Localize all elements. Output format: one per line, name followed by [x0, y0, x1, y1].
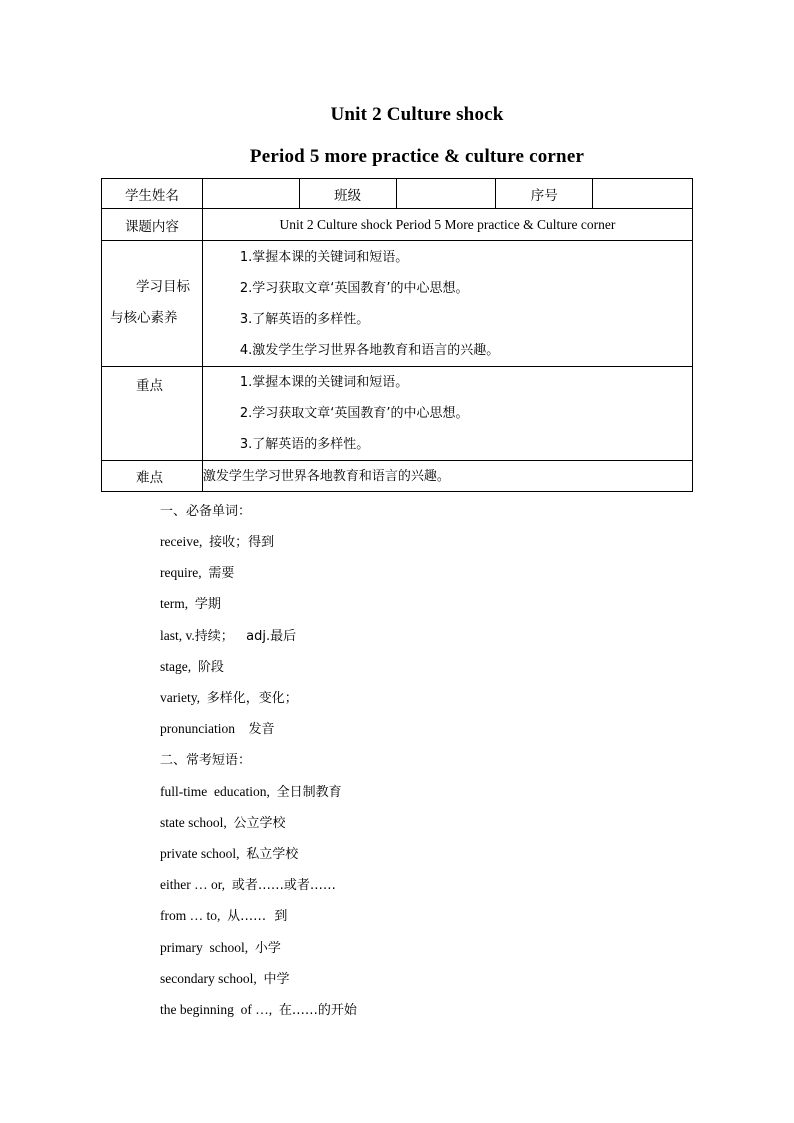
phrase-cn: 全日制教育: [276, 785, 342, 800]
phrase-en: full-time education,: [160, 784, 277, 799]
phrase-item: [160, 843, 298, 862]
key-points-label: 重点: [102, 367, 203, 461]
goals-row: [102, 241, 693, 367]
phrase-item: [160, 905, 287, 924]
goals-label-line1: 学习目标: [136, 279, 190, 295]
word-item: [160, 687, 298, 706]
phrase-item: [160, 874, 336, 893]
phrase-cn: 私立学校: [246, 847, 299, 862]
goal-item: 1.掌握本课的关键词和短语。: [239, 249, 409, 265]
word-en: variety,: [160, 690, 207, 705]
class-label: 班级: [299, 179, 396, 209]
header-row: [102, 179, 693, 209]
word-cn: 接收；得到: [209, 535, 275, 550]
phrase-item: [160, 937, 281, 956]
key-point-item: 1.掌握本课的关键词和短语。: [239, 375, 409, 390]
key-points-content: [202, 367, 692, 461]
phrase-cn: 或者……或者……: [231, 878, 336, 893]
phrase-item: [160, 968, 290, 987]
student-name-field[interactable]: [202, 179, 299, 209]
unit-title: Unit 2 Culture shock: [330, 104, 504, 125]
word-en: require,: [160, 565, 209, 580]
phrase-en: private school,: [160, 846, 247, 861]
word-en: pronunciation: [160, 721, 249, 736]
phrase-en: the beginning of …,: [160, 1002, 279, 1017]
word-item: [160, 531, 274, 550]
phrase-cn: 从…… 到: [227, 909, 288, 924]
phrase-en: state school,: [160, 815, 234, 830]
word-en: stage,: [160, 659, 198, 674]
section2-heading: 二、常考短语：: [160, 753, 252, 768]
phrase-cn: 在……的开始: [278, 1003, 357, 1018]
word-cn: 多样化，变化；: [206, 691, 298, 706]
word-cn: 发音: [248, 722, 275, 737]
word-en: term,: [160, 596, 195, 611]
word-cn: 阶段: [197, 660, 224, 675]
student-name-label: 学生姓名: [102, 179, 203, 209]
word-en: last, v.: [160, 628, 195, 643]
phrase-item: [160, 781, 342, 800]
word-item: [160, 625, 296, 644]
period-title: Period 5 more practice & culture corner: [249, 146, 585, 167]
lesson-info-table: [101, 178, 693, 492]
goal-item: 2.学习获取文章‘英国教育’的中心思想。: [239, 280, 469, 296]
class-field[interactable]: [396, 179, 496, 209]
difficult-label: 难点: [102, 461, 203, 492]
phrase-item: [160, 999, 357, 1018]
goal-item: 3.了解英语的多样性。: [239, 311, 370, 327]
difficult-value: 激发学生学习世界各地教育和语言的兴趣。: [202, 461, 692, 492]
phrase-en: either … or,: [160, 877, 232, 892]
phrase-item: [160, 812, 286, 831]
phrase-cn: 公立学校: [233, 816, 286, 831]
topic-value: Unit 2 Culture shock Period 5 More practice & Culture corner: [202, 209, 692, 241]
word-cn: 学期: [194, 597, 221, 612]
topic-row: [102, 209, 693, 241]
key-point-item: 3.了解英语的多样性。: [239, 437, 370, 452]
goal-item: 4.激发学生学习世界各地教育和语言的兴趣。: [239, 342, 500, 358]
word-en: receive,: [160, 534, 210, 549]
phrase-cn: 小学: [254, 941, 281, 956]
goals-label: [102, 241, 203, 367]
phrase-en: from … to,: [160, 908, 228, 923]
word-item: [160, 593, 221, 612]
key-point-item: 2.学习获取文章‘英国教育’的中心思想。: [239, 406, 469, 421]
word-item: [160, 562, 234, 581]
topic-label: 课题内容: [102, 209, 203, 241]
seat-no-label: 序号: [496, 179, 593, 209]
phrase-en: secondary school,: [160, 971, 264, 986]
seat-no-field[interactable]: [593, 179, 693, 209]
goals-label-line2: 与核心素养: [110, 310, 178, 326]
phrase-en: primary school,: [160, 940, 255, 955]
section1-heading: 一、必备单词：: [160, 504, 252, 519]
goals-content: [202, 241, 692, 367]
word-cn: 需要: [208, 566, 235, 581]
word-cn: 持续； adj.最后: [194, 629, 297, 644]
word-item: [160, 718, 275, 737]
word-item: [160, 656, 224, 675]
phrase-cn: 中学: [263, 972, 290, 987]
difficult-row: [102, 461, 693, 492]
key-points-row: [102, 367, 693, 461]
